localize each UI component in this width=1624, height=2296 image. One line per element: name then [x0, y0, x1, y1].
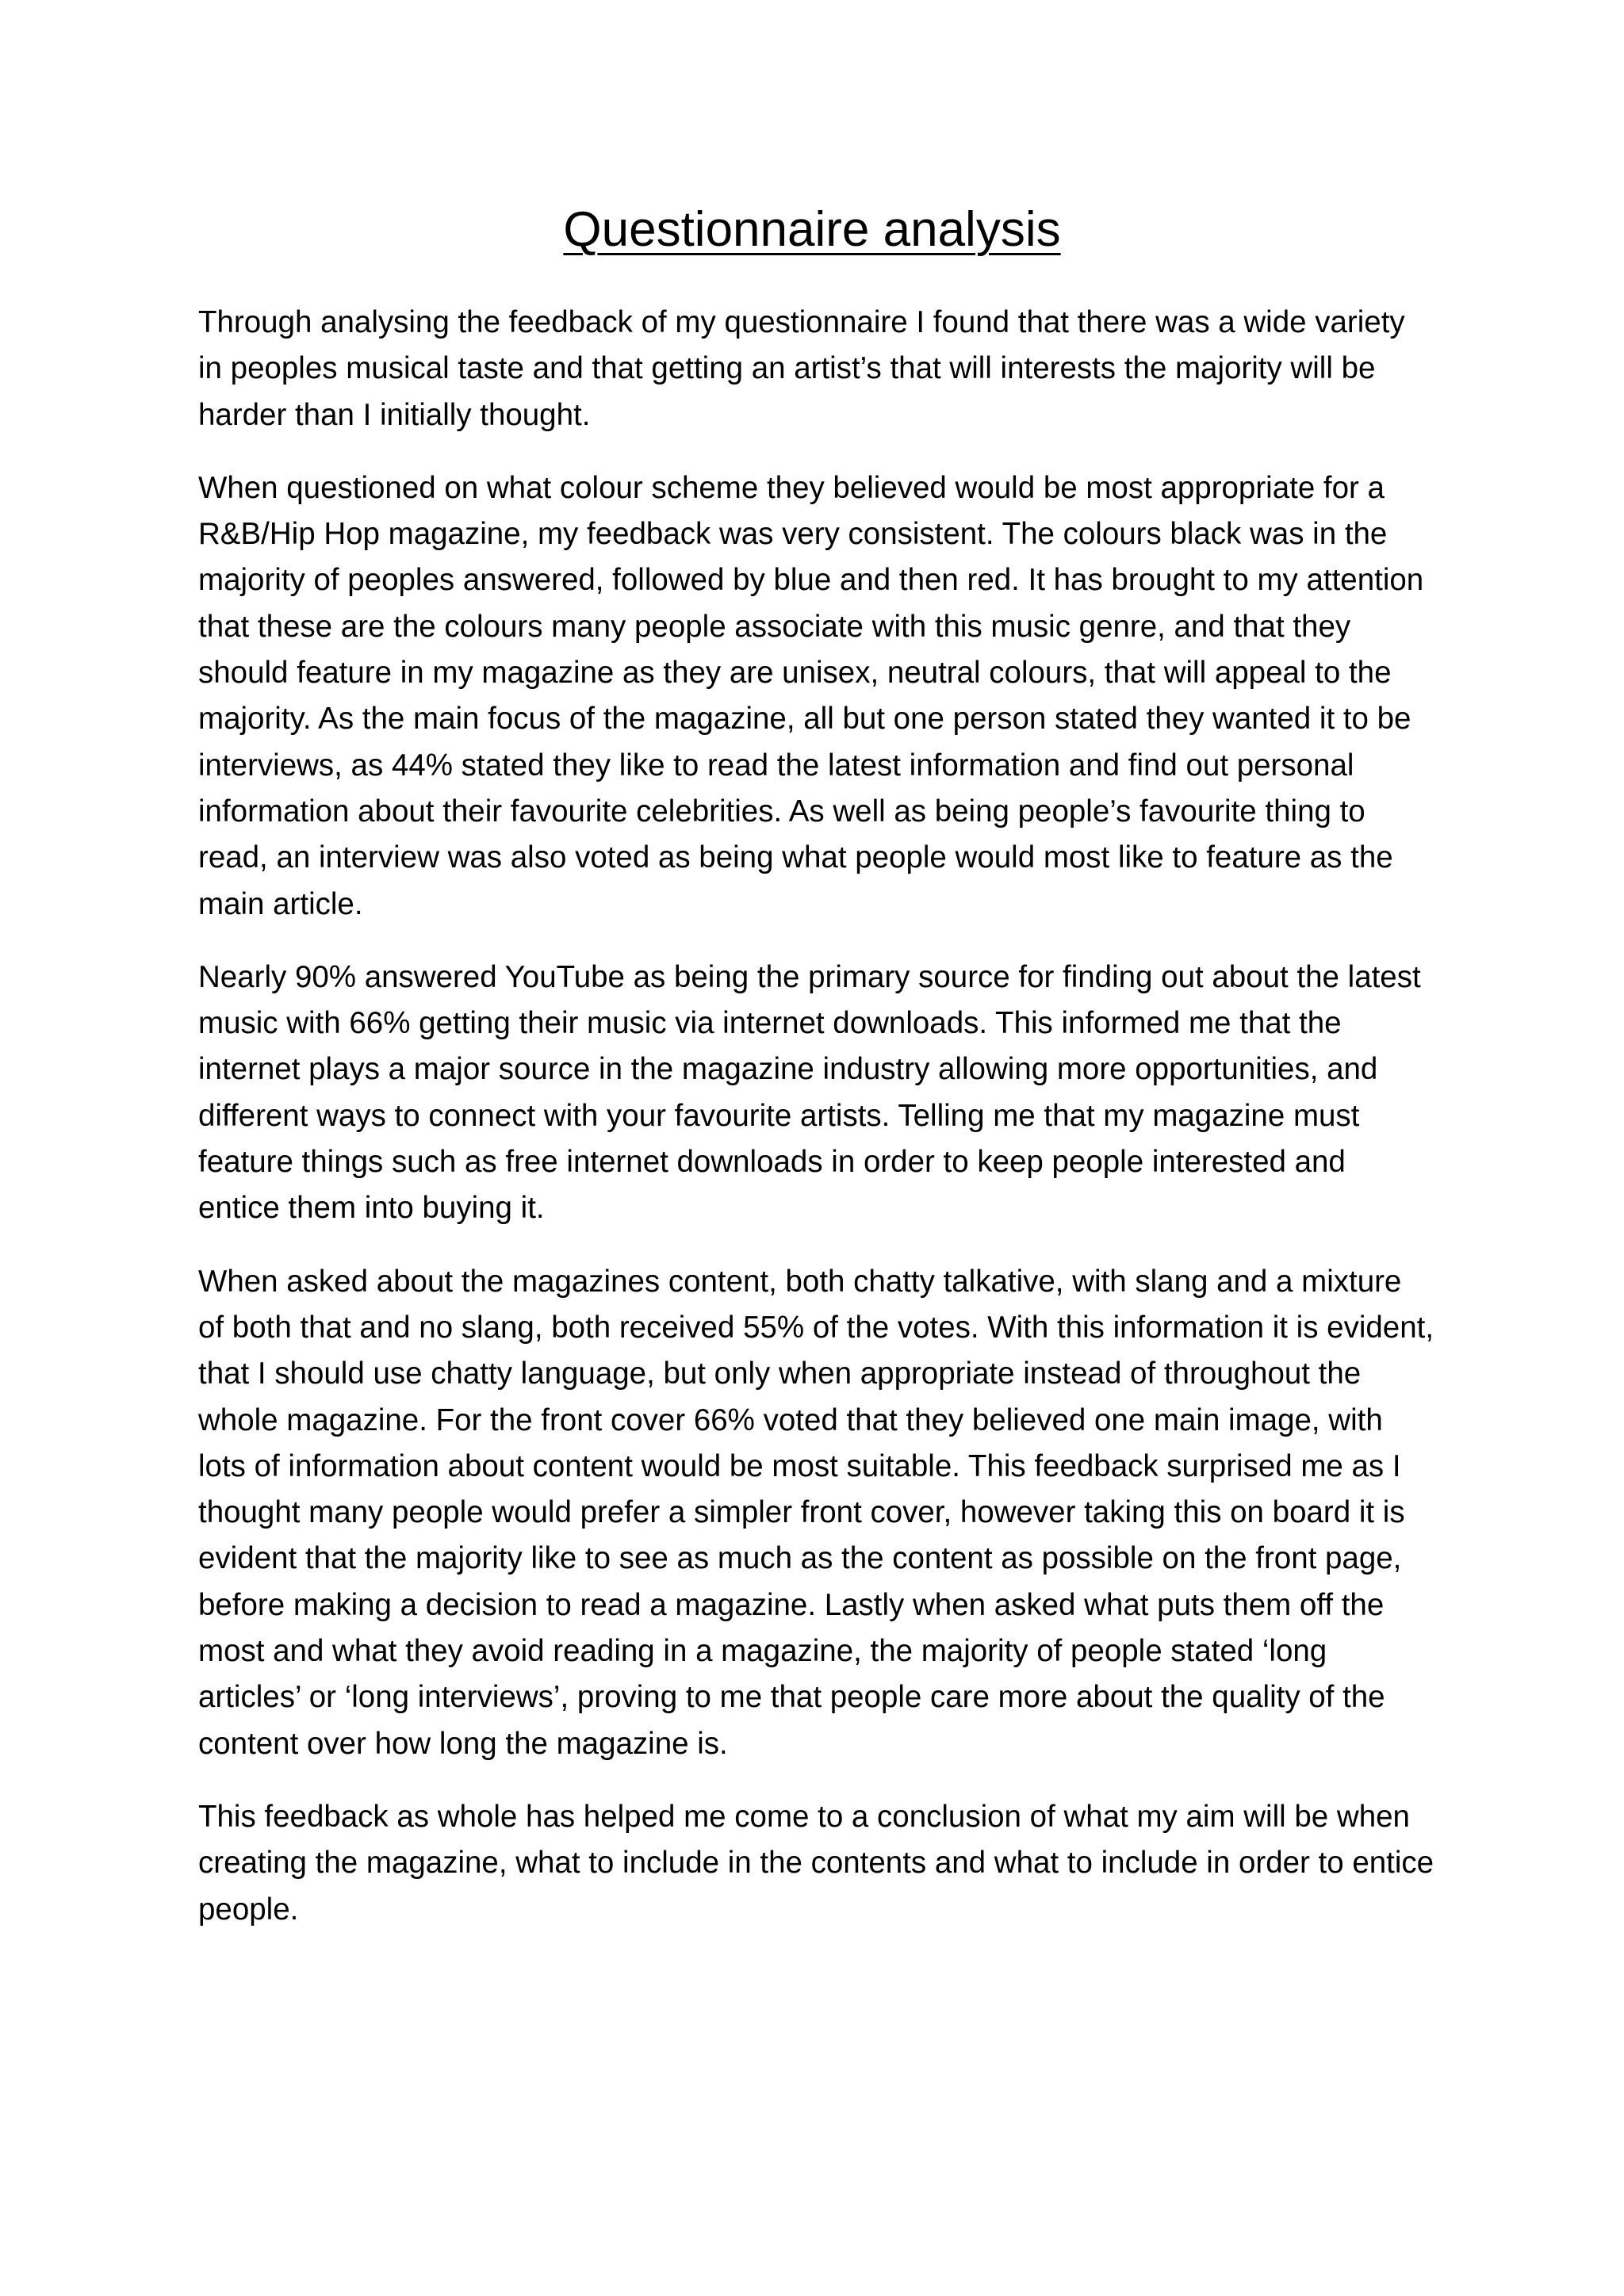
- paragraph-intro: Through analysing the feedback of my questionnaire I found that there was a wide variety in peoples musical taste and that getting an artist’s that will interests the majority will be harder than I initially thought.: [198, 305, 1405, 432]
- page-title: [0, 197, 1624, 263]
- page-title-text: Questionnaire analysis: [563, 202, 1061, 257]
- paragraph-conclusion: This feedback as whole has helped me come to a conclusion of what my aim will be when creating the magazine, what to include in the contents and what to include in order to entice people.: [198, 1799, 1434, 1927]
- document-body: [198, 300, 1435, 1960]
- paragraph-colour-scheme: When questioned on what colour scheme they believed would be most appropriate for a R&B/Hip Hop magazine, my feedback was very consistent. The colours black was in the majority of peoples answered, followed by blue and then red. It has brought to my attention that these are the colours many people associate with this music genre, and that they should feature in my magazine as they are unisex, neutral colours, that will appeal to the majority. As the main focus of the magazine, all but one person stated they wanted it to be interviews, as 44% stated they like to read the latest information and find out personal information about their favourite celebrities. As well as being people’s favourite thing to read, an interview was also voted as being what people would most like to feature as the main article.: [198, 470, 1424, 921]
- paragraph-music-sources: Nearly 90% answered YouTube as being the primary source for finding out about the latest music with 66% getting their music via internet downloads. This informed me that the internet plays a major source in the magazine industry allowing more opportunities, and different ways to connect with your favourite artists. Telling me that my magazine must feature things such as free internet downloads in order to keep people interested and entice them into buying it.: [198, 959, 1421, 1226]
- paragraph-content-and-cover: When asked about the magazines content, both chatty talkative, with slang and a mixture of both that and no slang, both received 55% of the votes. With this information it is evident, that I should use chatty language, but only when appropriate instead of throughout the whole magazine. For the front cover 66% voted that they believed one main image, with lots of information about content would be most suitable. This feedback surprised me as I thought many people would prefer a simpler front cover, however taking this on board it is evident that the majority like to see as much as the content as possible on the front page, before making a decision to read a magazine. Lastly when asked what puts them off the most and what they avoid reading in a magazine, the majority of people stated ‘long articles’ or ‘long interviews’, proving to me that people care more about the quality of the content over how long the magazine is.: [198, 1264, 1434, 1761]
